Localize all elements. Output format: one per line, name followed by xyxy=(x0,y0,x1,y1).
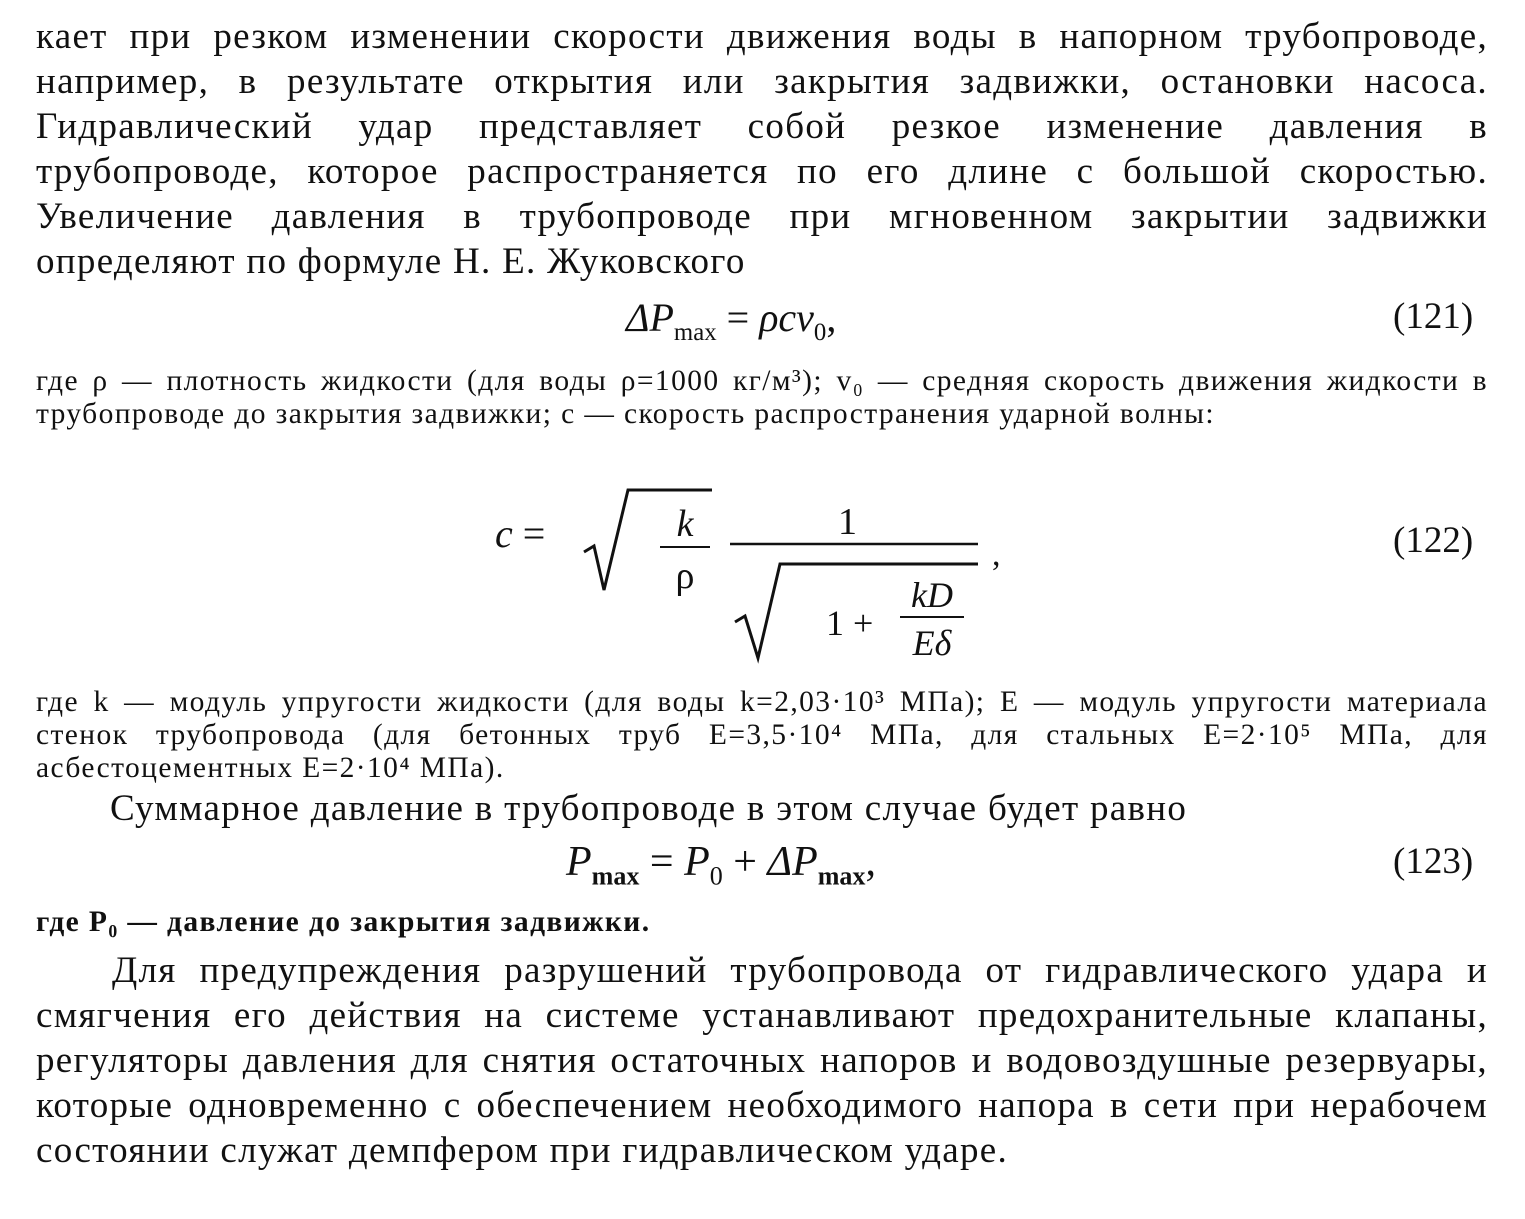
equation-number-122: (122) xyxy=(1393,520,1474,561)
formula-121-equals: = xyxy=(726,295,750,340)
formula-123 xyxy=(566,838,876,891)
formula-121-lhs: ΔP xyxy=(626,295,674,340)
formula-121 xyxy=(626,294,837,346)
formula-121-lhs-sub: max xyxy=(673,319,717,346)
fraction-edelta-den: Eδ xyxy=(900,616,964,664)
paragraph-hydraulic-shock: кает при резком изменении скорости движения воды в напорном трубопроводе, например, в результате открытия или закрытия задвижки, остановки насоса. Гидравлический удар представляет собой резкое изменение давления в трубопроводе, которое распространяется по его длине с большой скоростью. Увеличение давления в трубопроводе при мгновенном закрытии задвижки определяют по формуле Н. Е. Жуковского xyxy=(36,16,1488,282)
definition-k-e: где k — модуль упругости жидкости (для воды k=2,03·10³ МПа); E — модуль упругости материала стенок трубопровода (для бетонных труб E=3,5·10⁴ МПа, для стальных E=2·10⁵ МПа, для асбестоцементных E=2·10⁴ МПа). xyxy=(36,686,1488,784)
equation-number-121: (121) xyxy=(1393,296,1474,337)
paragraph-protection-measures: Для предупреждения разрушений трубопровода от гидравлического удара и смягчения его действия на системе устанавливают предохранительные клапаны, регуляторы давления для снятия остаточных напоров и водовоздушные резервуары, которые одновременно с обеспечением необходимого напора в сети при нерабочем состоянии служат демпфером при гидравлическом ударе. xyxy=(36,950,1488,1171)
formula-121-rhs-sub: 0 xyxy=(813,319,827,346)
formula-122-c: c xyxy=(495,511,513,556)
formula-123-equals: = xyxy=(649,839,674,885)
formula-122-trailing: , xyxy=(992,536,1001,573)
fraction-rho-den: ρ xyxy=(660,546,710,598)
formula-123-dp: ΔP xyxy=(767,839,818,885)
fraction-kd-num: kD xyxy=(911,575,953,615)
formula-123-lhs-sub: max xyxy=(591,861,640,891)
definition-rho-v0-c: где ρ — плотность жидкости (для воды ρ=1000 кг/м³); v₀ — средняя скорость движения жидкости в трубопроводе до закрытия задвижки; c — скорость распространения ударной волны: xyxy=(36,365,1488,430)
sum-pressure-sentence: Суммарное давление в трубопроводе в этом случае будет равно xyxy=(110,788,1188,829)
definition-p0: где P₀ — давление до закрытия задвижки. xyxy=(36,906,651,938)
equation-number-123: (123) xyxy=(1393,841,1474,882)
formula-121-trailing: , xyxy=(826,295,837,340)
formula-122-lhs xyxy=(495,510,545,557)
formula-121-rhs: ρcv xyxy=(759,295,814,340)
formula-123-plus: + xyxy=(733,839,757,885)
formula-123-p0: P xyxy=(684,839,710,885)
formula-122-one-plus: 1 + xyxy=(826,603,874,643)
formula-123-p0-sub: 0 xyxy=(709,861,723,891)
formula-122-equals: = xyxy=(522,511,546,556)
fraction-k-num: k xyxy=(676,503,694,545)
formula-123-lhs: P xyxy=(566,839,592,885)
formula-122-one: 1 xyxy=(838,501,857,543)
fraction-k-over-rho xyxy=(660,502,710,598)
fraction-kd-over-edelta xyxy=(900,574,964,664)
formula-123-dp-sub: max xyxy=(817,861,866,891)
formula-123-trailing: , xyxy=(865,839,876,885)
